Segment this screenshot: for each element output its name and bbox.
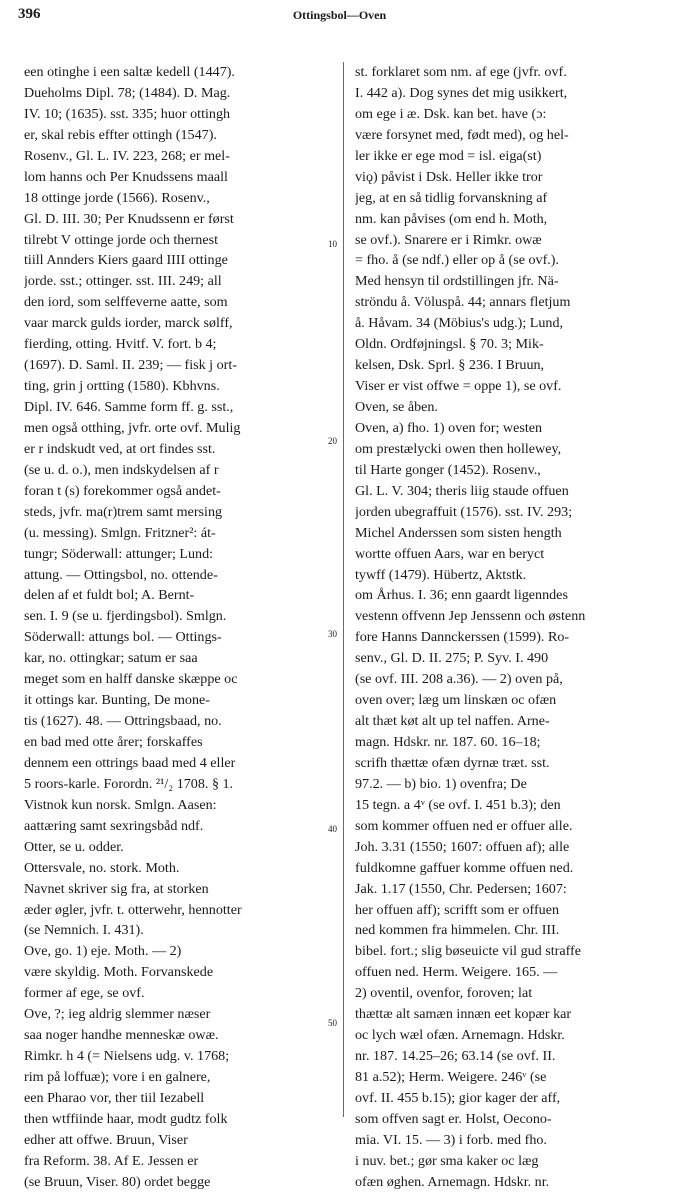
text-line: 18 ottinge jorde (1566). Rosenv., — [24, 189, 210, 206]
column-divider — [343, 62, 344, 1117]
text-line: it ottings kar. Bunting, De mone- — [24, 692, 210, 709]
text-line: dennem een ottrings baad med 4 eller — [24, 754, 236, 771]
text-line: 97.2. — b) bio. 1) ovenfra; De — [355, 775, 527, 792]
text-line: een Pharao vor, ther tiil Iezabell — [24, 1089, 205, 1106]
text-line: om ege i æ. Dsk. kan bet. have (ɔ: — [355, 105, 547, 122]
text-line: Viser er vist offwe = oppe 1), se ovf. — [355, 378, 562, 395]
text-line: alt thæt køt alt up tel naffen. Arne- — [355, 713, 550, 730]
text-line: Ove, go. 1) eje. Moth. — 2) — [24, 943, 182, 960]
text-line: jorde. sst.; ottinger. sst. III. 249; all — [24, 273, 222, 290]
text-line: som offven sagt er. Holst, Oecono- — [355, 1110, 552, 1127]
text-line: oc lych wæl ofæn. Arnemagn. Hdskr. — [355, 1027, 565, 1044]
text-line: Dipl. IV. 646. Samme form ff. g. sst., — [24, 399, 234, 415]
text-line: tungr; Söderwall: attunger; Lund: — [24, 545, 214, 562]
text-line: offuen ned. Herm. Weigere. 165. — — [355, 964, 558, 981]
text-line: jorden ubegraffuit (1576). sst. IV. 293; — [355, 503, 573, 520]
text-line: Jak. 1.17 (1550, Chr. Pedersen; 1607: — [355, 880, 567, 897]
text-line: Rimkr. h 4 (= Nielsens udg. v. 1768; — [24, 1048, 230, 1065]
line-number: 50 — [328, 1018, 337, 1028]
text-line: tiill Annders Kiers gaard IIII ottinge — [24, 252, 228, 269]
text-line: ströndu å. Völuspå. 44; annars fletjum — [355, 294, 571, 311]
text-line: fuldkomne gaffuer komme offuen ned. — [355, 859, 574, 876]
text-line: kar, no. ottingkar; satum er saa — [24, 650, 198, 667]
text-line: nm. kan påvises (om end h. Moth, — [355, 210, 548, 227]
text-line: æder øgler, jvfr. t. otterwehr, hennotter — [24, 901, 242, 918]
text-line: oven over; læg um linskæn oc ofæn — [355, 692, 557, 709]
text-line: mia. VI. 15. — 3) i forb. med fho. — [355, 1131, 547, 1148]
text-line: nr. 187. 14.25–26; 63.14 (se ovf. II. — [355, 1048, 556, 1065]
text-line: magn. Hdskr. nr. 187. 60. 16–18; — [355, 734, 541, 750]
text-line: Michel Anderssen som sisten hength — [355, 524, 562, 541]
text-line: Gl. L. V. 304; theris liig staude offuen — [355, 482, 569, 499]
text-line: Vistnok kun norsk. Smlgn. Aasen: — [24, 796, 217, 813]
text-line: se ovf.). Snarere er i Rimkr. owæ — [355, 231, 542, 248]
text-line: er r indskudt ved, at ort findes sst. — [24, 440, 216, 457]
text-line: edher att offwe. Bruun, Viser — [24, 1131, 188, 1148]
page-header — [18, 6, 661, 30]
text-line: til Harte gonger (1452). Rosenv., — [355, 461, 541, 478]
text-line: tywff (1479). Hübertz, Aktstk. — [355, 566, 527, 583]
text-line: sen. I. 9 (se u. fjerdingsbol). Smlgn. — [24, 608, 227, 625]
text-line: ler ikke er ege mod = isl. eiga(st) — [355, 147, 542, 164]
text-line: een otinghe i een saltæ kedell (1447). — [24, 64, 235, 80]
text-line: ofæn øghen. Arnemagn. Hdskr. nr. — [355, 1173, 550, 1190]
text-line: fra Reform. 38. Af E. Jessen er — [24, 1152, 199, 1169]
text-line: IV. 10; (1635). sst. 335; huor ottingh — [24, 105, 231, 122]
text-line: i nuv. bet.; gør sma kaker oc læg — [355, 1152, 539, 1169]
text-line: former af ege, se ovf. — [24, 985, 145, 1002]
text-line: senv., Gl. D. II. 275; P. Syv. I. 490 — [355, 650, 549, 667]
text-line: her offuen aff); scrifft som er offuen — [355, 901, 560, 918]
text-line: vaar marck gulds iorder, marck sølff, — [24, 315, 233, 332]
text-line: ting, grin j ortting (1580). Kbhvns. — [24, 378, 220, 395]
left-column — [24, 62, 335, 1193]
text-line: ovf. II. 455 b.15); gior kager der aff, — [355, 1089, 561, 1106]
text-line: 15 tegn. a 4ᵛ (se ovf. I. 451 b.3); den — [355, 796, 561, 813]
text-line: rim på loffuæ); vore i en galnere, — [24, 1069, 211, 1085]
text-line: scrifh thættæ ofæn dyrnæ træt. sst. — [355, 754, 550, 771]
line-number: 40 — [328, 824, 337, 834]
text-line: (1697). D. Saml. II. 239; — fisk j ort- — [24, 357, 237, 374]
text-line: om prestælycki owen then hollewey, — [355, 440, 562, 457]
text-line: then wtffiinde haar, modt gudtz folk — [24, 1110, 228, 1127]
text-line: jeg, at en så tidlig forvanskning af — [355, 189, 548, 206]
text-line: vestenn offvenn Jep Jenssenn och østenn — [355, 608, 586, 625]
text-line: wortte offuen Aars, war en beryct — [355, 545, 545, 562]
page-number: 396 — [18, 6, 41, 22]
text-line: Navnet skriver sig fra, at storken — [24, 880, 209, 897]
text-line: Oven, se åben. — [355, 399, 438, 415]
text-line: I. 442 a). Dog synes det mig usikkert, — [355, 84, 568, 101]
text-line: tis (1627). 48. — Ottringsbaad, no. — [24, 713, 222, 730]
text-line: saa noger handhe menneskæ owæ. — [24, 1027, 219, 1044]
text-line: ned kommen fra himmelen. Chr. III. — [355, 922, 560, 939]
text-line: Ove, ?; ieg aldrig slemmer næser — [24, 1006, 211, 1023]
text-line: thættæ alt samæn innæn eet kopær kar — [355, 1006, 572, 1023]
line-number: 10 — [328, 239, 337, 249]
text-line: Med hensyn til ordstillingen jfr. Nä- — [355, 273, 559, 290]
text-line: som kommer offuen ned er offuer alle. — [355, 817, 573, 834]
text-line: Oldn. Ordføjningsl. § 70. 3; Mik- — [355, 336, 544, 353]
text-line: være forsynet med, født med), og hel- — [355, 126, 569, 143]
text-line: Oven, a) fho. 1) oven for; westen — [355, 419, 543, 436]
text-line: være skyldig. Moth. Forvanskede — [24, 964, 214, 981]
text-line: Joh. 3.31 (1550; 1607: offuen af); alle — [355, 838, 570, 855]
text-line: å. Håvam. 34 (Möbius's udg.); Lund, — [355, 315, 564, 332]
text-line: Otter, se u. odder. — [24, 838, 124, 855]
text-line: (se Nemnich. I. 431). — [24, 922, 144, 939]
text-line: bibel. fort.; slig bøseuicte vil gud straffe — [355, 943, 581, 960]
text-line: 81 a.52); Herm. Weigere. 246ᵛ (se — [355, 1069, 547, 1085]
text-line: en bad med otte årer; forskaffes — [24, 734, 203, 750]
text-line: (se u. d. o.), men indskydelsen af r — [24, 461, 219, 478]
text-line: om Århus. I. 36; enn gaardt ligenndes — [355, 587, 568, 604]
text-line: meget som en halff danske skæppe oc — [24, 671, 238, 688]
text-line: attung. — Ottingsbol, no. ottende- — [24, 566, 218, 583]
text-line: = fho. å (se ndf.) eller op å (se ovf.). — [355, 252, 560, 269]
text-line: 5 roors-karle. Forordn. ²¹/₂ 1708. § 1. — [24, 775, 234, 792]
line-number: 20 — [328, 436, 337, 446]
text-line: fore Hanns Dannckerssen (1599). Ro- — [355, 629, 570, 646]
running-head: Ottingsbol—Oven — [292, 8, 387, 22]
text-line: (se Bruun, Viser. 80) ordet begge — [24, 1173, 211, 1190]
text-line: (u. messing). Smlgn. Fritzner²: át- — [24, 524, 216, 541]
text-line: aattæring samt sexringsbåd ndf. — [24, 817, 204, 834]
text-line: er, skal rebis effter ottingh (1547). — [24, 126, 217, 143]
text-line: Gl. D. III. 30; Per Knudssenn er først — [24, 210, 234, 227]
text-line: (se ovf. III. 208 a.36). — 2) oven på, — [355, 671, 563, 688]
text-line: Dueholms Dipl. 78; (1484). D. Mag. — [24, 84, 231, 101]
text-line: fierding, otting. Hvitf. V. fort. b 4; — [24, 336, 217, 353]
text-line: tilrebt V ottinge jorde och thernest — [24, 231, 219, 248]
text-line: lom hanns och Per Knudssens maall — [24, 168, 228, 185]
text-line: steds, jvfr. ma(r)trem samt mersing — [24, 503, 223, 520]
line-number: 30 — [328, 629, 337, 639]
text-line: den iord, som selffeverne aatte, som — [24, 294, 228, 311]
text-line: foran t (s) forekommer også andet- — [24, 482, 221, 499]
text-line: Ottersvale, no. stork. Moth. — [24, 859, 180, 876]
text-line: 2) oventil, ovenfor, foroven; lat — [355, 985, 533, 1002]
text-line: st. forklaret som nm. af ege (jvfr. ovf. — [355, 64, 567, 80]
text-line: kelsen, Dsk. Sprl. § 236. I Bruun, — [355, 357, 545, 374]
text-line: delen af et fuldt bol; A. Bernt- — [24, 587, 195, 604]
text-line: Söderwall: attungs bol. — Ottings- — [24, 629, 222, 646]
text-line: viǫ) påvist i Dsk. Heller ikke tror — [355, 168, 543, 185]
text-line: Rosenv., Gl. L. IV. 223, 268; er mel- — [24, 147, 230, 164]
text-line: men også otthing, jvfr. orte ovf. Mulig — [24, 419, 241, 436]
right-column — [355, 62, 668, 1193]
